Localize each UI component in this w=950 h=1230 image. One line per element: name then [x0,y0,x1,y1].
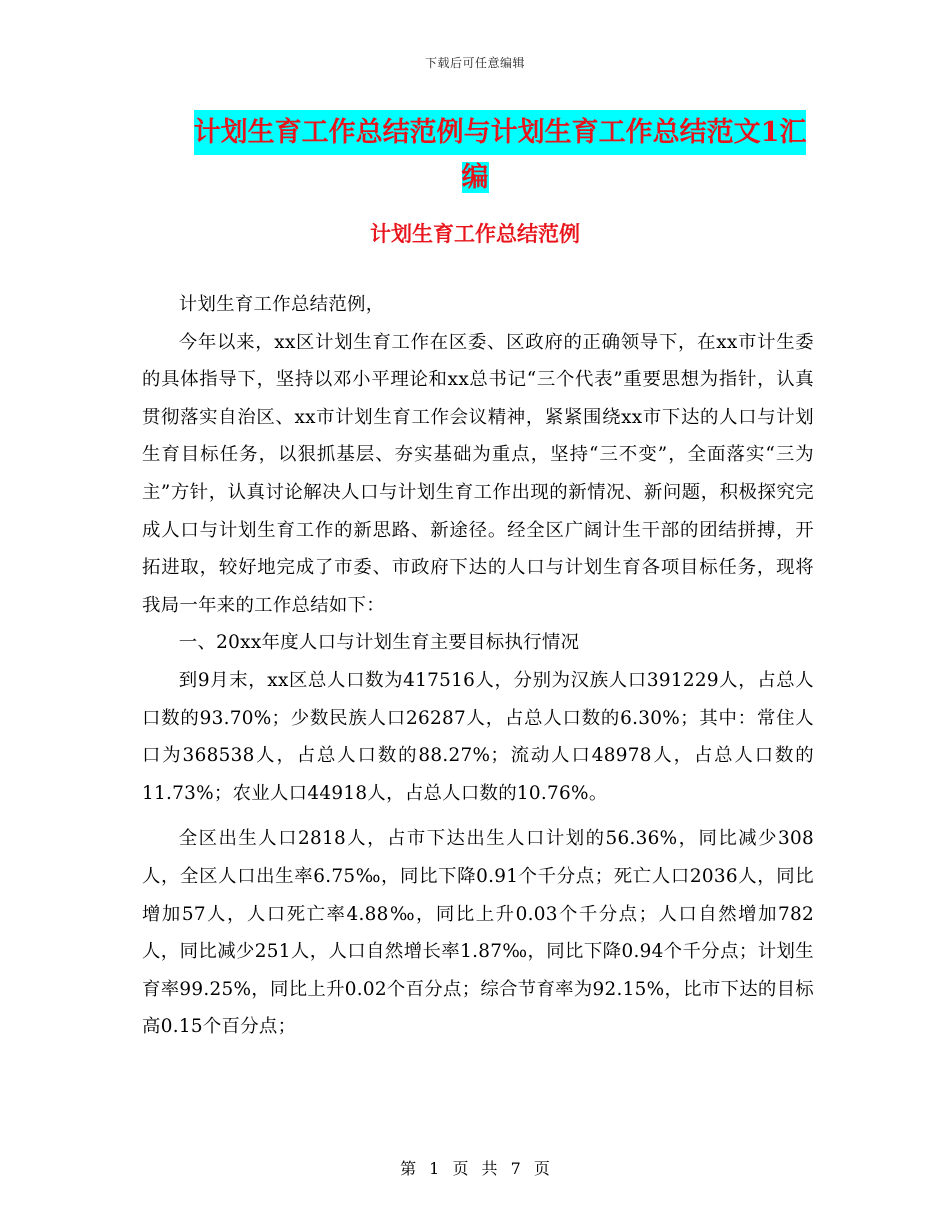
document-title-line-1: 计划生育工作总结范例与计划生育工作总结范文1汇 [194,110,807,155]
paragraph-summary: 今年以来，xx区计划生育工作在区委、区政府的正确领导下，在xx市计生委的具体指导下，坚持以邓小平理论和xx总书记“三个代表”重要思想为指针，认真贯彻落实自治区、xx市计划生育工作会议精神，紧紧围绕xx市下达的人口与计划生育目标任务，以狠抓基层、夯实基础为重点，坚持“三不变”，全面落实“三为主”方针，认真讨论解决人口与计划生育工作出现的新情况、新问题，积极探究完成人口与计划生育工作的新思路、新途径。经全区广阔计生干部的团结拼搏，开拓进取，较好地完成了市委、市政府下达的人口与计划生育各项目标任务，现将我局一年来的工作总结如下： [142,331,814,616]
document-title-line-2: 编 [461,162,489,193]
paragraph-heading-one: 一、20xx年度人口与计划生育主要目标执行情况 [178,632,580,654]
paragraph-birth-statistics: 全区出生人口2818人，占市下达出生人口计划的56.36%，同比减少308人，全区人口出生率6.75‰，同比下降0.91个千分点；死亡人口2036人，同比增加57人，人口死亡率4.88‰，同比上升0.03个千分点；人口自然增加782人，同比减少251人，人口自然增长率1.87‰，同比下降0.94个千分点；计划生育率99.25%，同比上升0.02个百分点；综合节育率为92.15%，比市下达的目标高0.15个百分点； [142,828,814,1038]
document-title [0,110,950,200]
document-body [142,286,814,1046]
paragraph-intro: 计划生育工作总结范例， [178,294,385,315]
page-header-note: 下载后可任意编辑 [424,56,525,70]
page-footer: 第 1 页 共 7 页 [400,1159,550,1178]
section-title: 计划生育工作总结范例 [370,221,580,246]
paragraph-population: 到9月末，xx区总人口数为417516人，分别为汉族人口391229人，占总人口数的93.70%；少数民族人口26287人，占总人口数的6.30%；其中：常住人口为368538人，占总人口数的88.27%；流动人口48978人，占总人口数的11.73%；农业人口44918人，占总人口数的10.76%。 [142,669,814,804]
